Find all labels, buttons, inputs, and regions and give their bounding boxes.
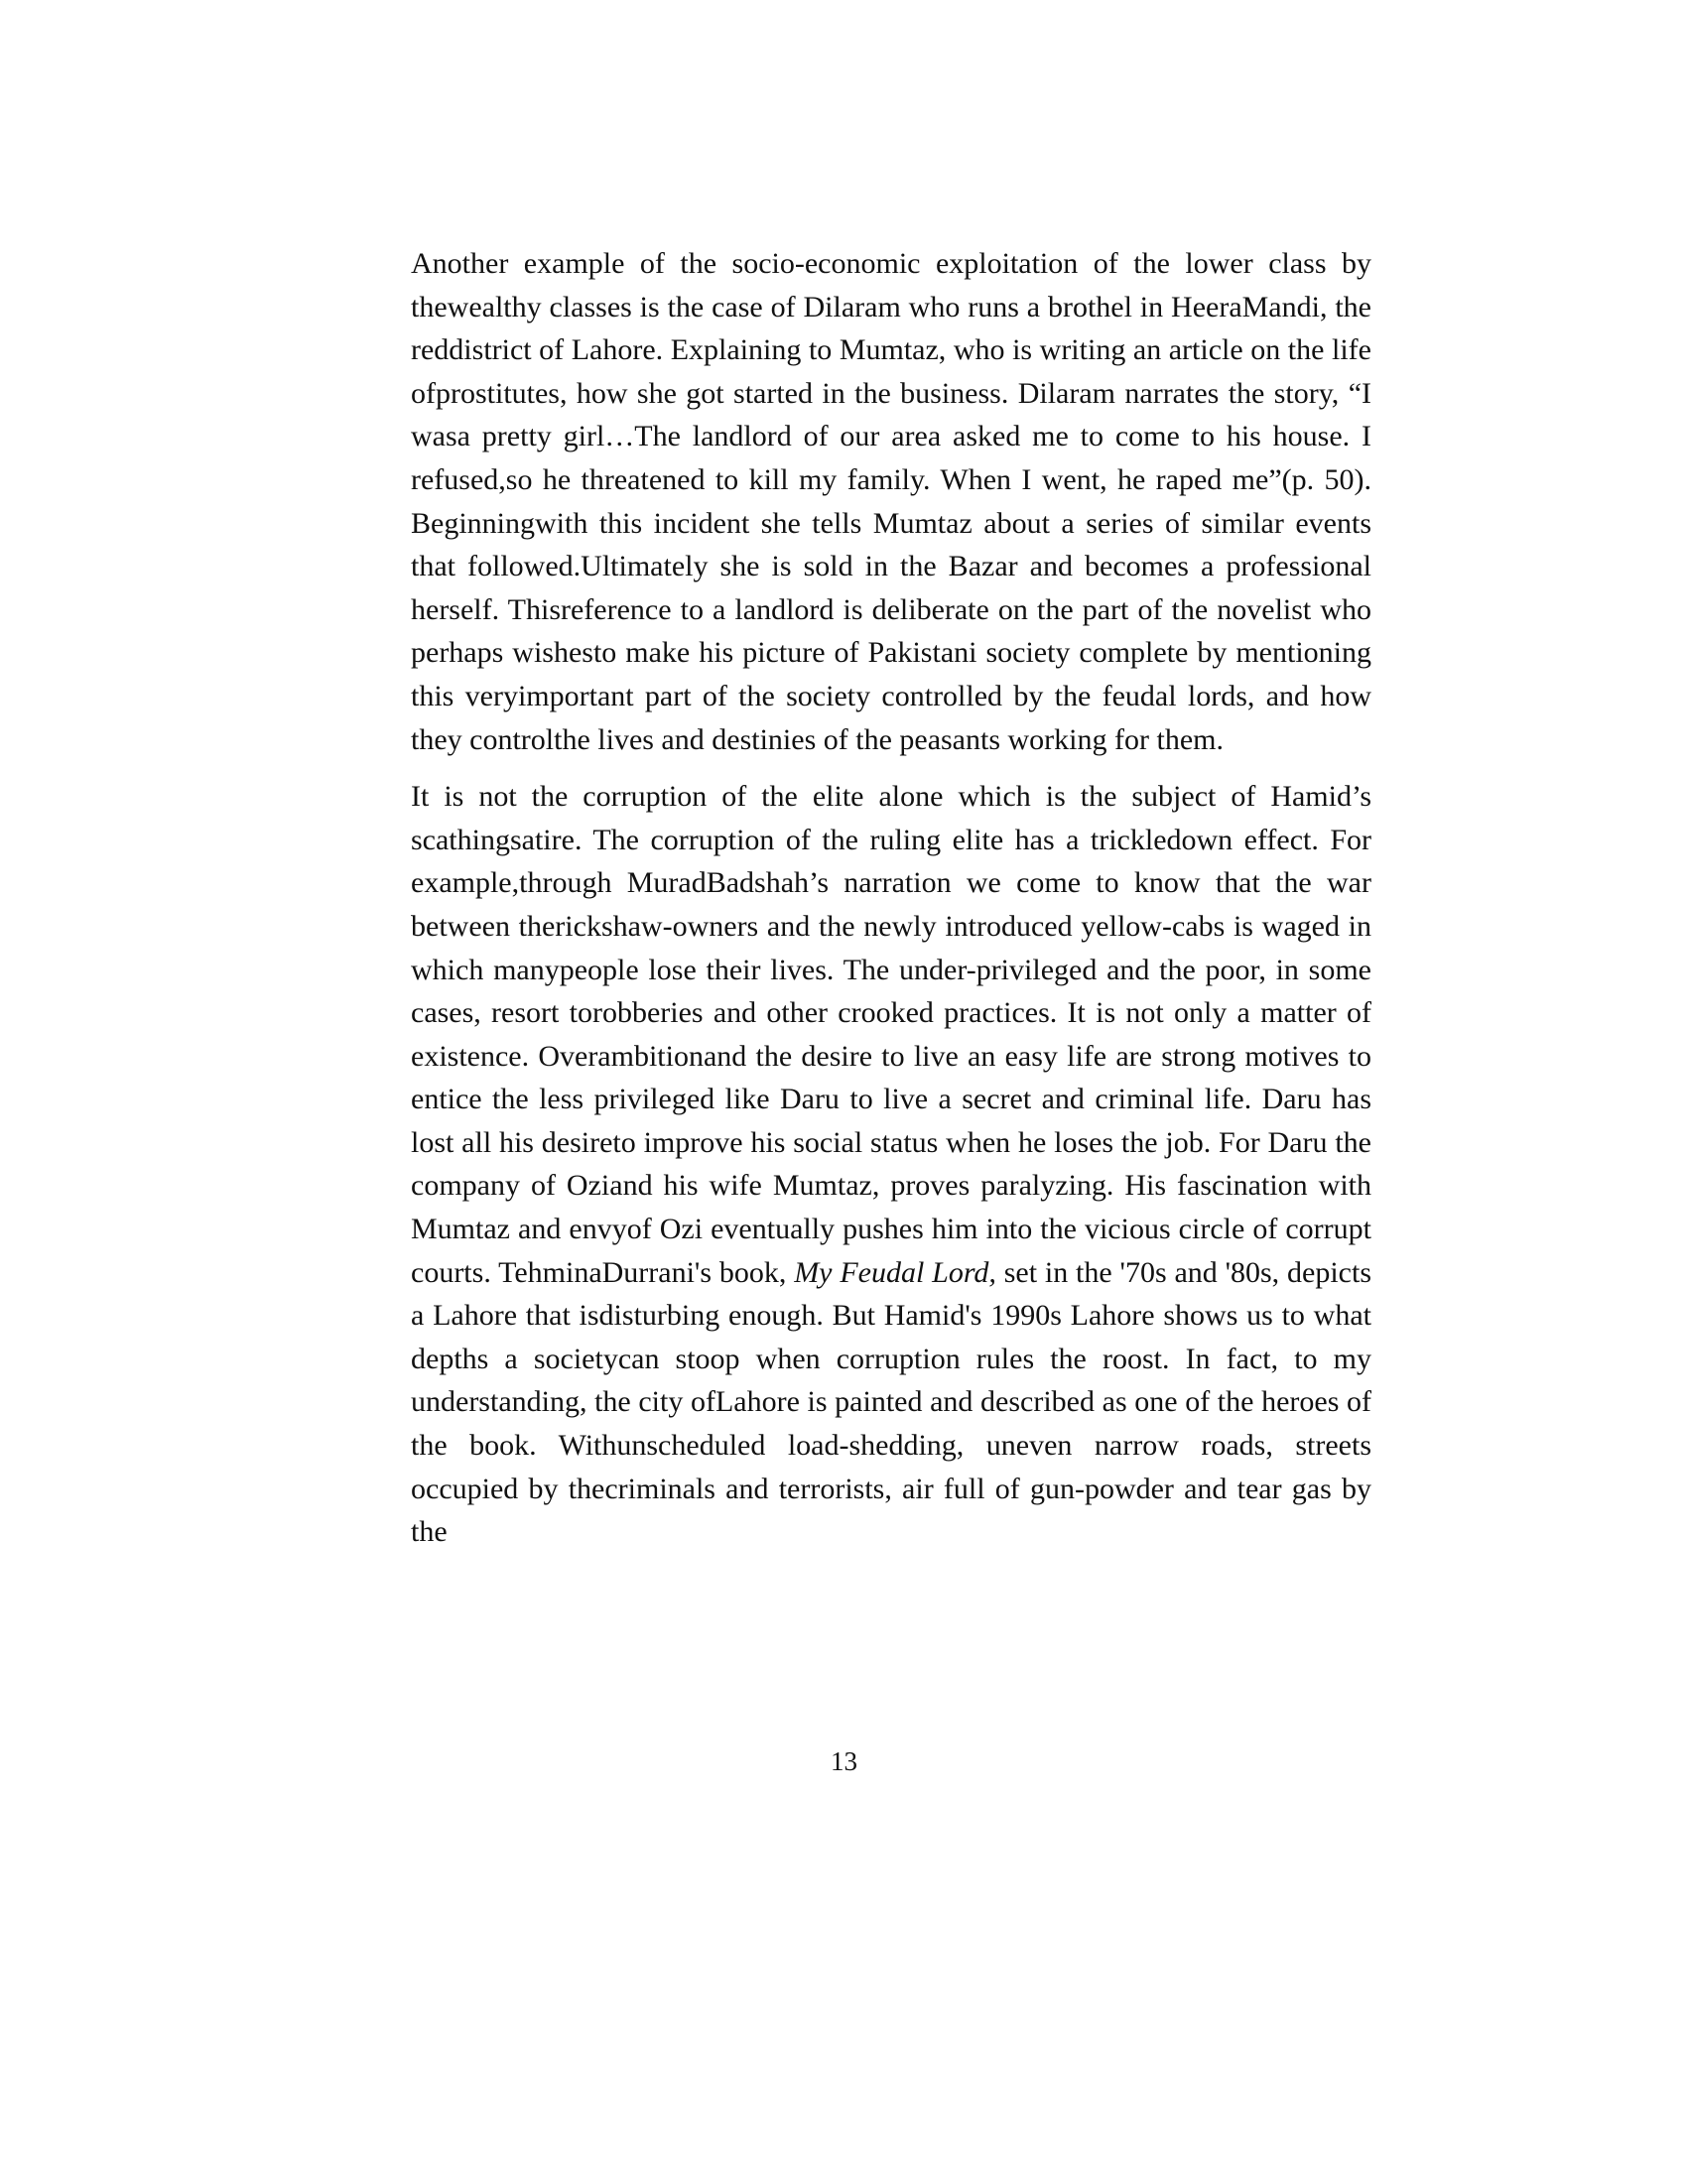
- paragraph-text-before-title: It is not the corruption of the elite alone which is the subject of Hamid’s scathingsatire. The corruption of the ruling elite has a trickledown effect. For example,through MuradBadshah’s narration we come to know that the war between therickshaw-owners and the newly introduced yellow-cabs is waged in which manypeople lose their lives. The under-privileged and the poor, in some cases, resort torobberies and other crooked practices. It is not only a matter of existence. Overambitionand the desire to live an easy life are strong motives to entice the less privileged like Daru to live a secret and criminal life. Daru has lost all his desireto improve his social status when he loses the job. For Daru the company of Oziand his wife Mumtaz, proves paralyzing. His fascination with Mumtaz and envyof Ozi eventually pushes him into the vicious circle of corrupt courts. TehminaDurrani's book,: [411, 780, 1371, 1289]
- paragraph-corruption: [411, 775, 1371, 1554]
- book-title: My Feudal Lord,: [794, 1255, 996, 1289]
- body-text: [411, 242, 1371, 1554]
- paragraph-text-after-title: set in the '70s and '80s, depicts a Lahore that isdisturbing enough. But Hamid's 1990s Lahore shows us to what depths a societycan stoop when corruption rules the roost. In fact, to my understanding, the city ofLahore is painted and described as one of the heroes of the book. Withunscheduled load-shedding, uneven narrow roads, streets occupied by thecriminals and terrorists, air full of gun-powder and tear gas by the: [411, 1255, 1371, 1549]
- paragraph-dilaram: Another example of the socio-economic exploitation of the lower class by thewealthy classes is the case of Dilaram who runs a brothel in HeeraMandi, the reddistrict of Lahore. Explaining to Mumtaz, who is writing an article on the life ofprostitutes, how she got started in the business. Dilaram narrates the story, “I wasa pretty girl…The landlord of our area asked me to come to his house. I refused,so he threatened to kill my family. When I went, he raped me”(p. 50). Beginningwith this incident she tells Mumtaz about a series of similar events that followed.Ultimately she is sold in the Bazar and becomes a professional herself. Thisreference to a landlord is deliberate on the part of the novelist who perhaps wishesto make his picture of Pakistani society complete by mentioning this veryimportant part of the society controlled by the feudal lords, and how they controlthe lives and destinies of the peasants working for them.: [411, 247, 1371, 756]
- page-number: 13: [831, 1746, 857, 1776]
